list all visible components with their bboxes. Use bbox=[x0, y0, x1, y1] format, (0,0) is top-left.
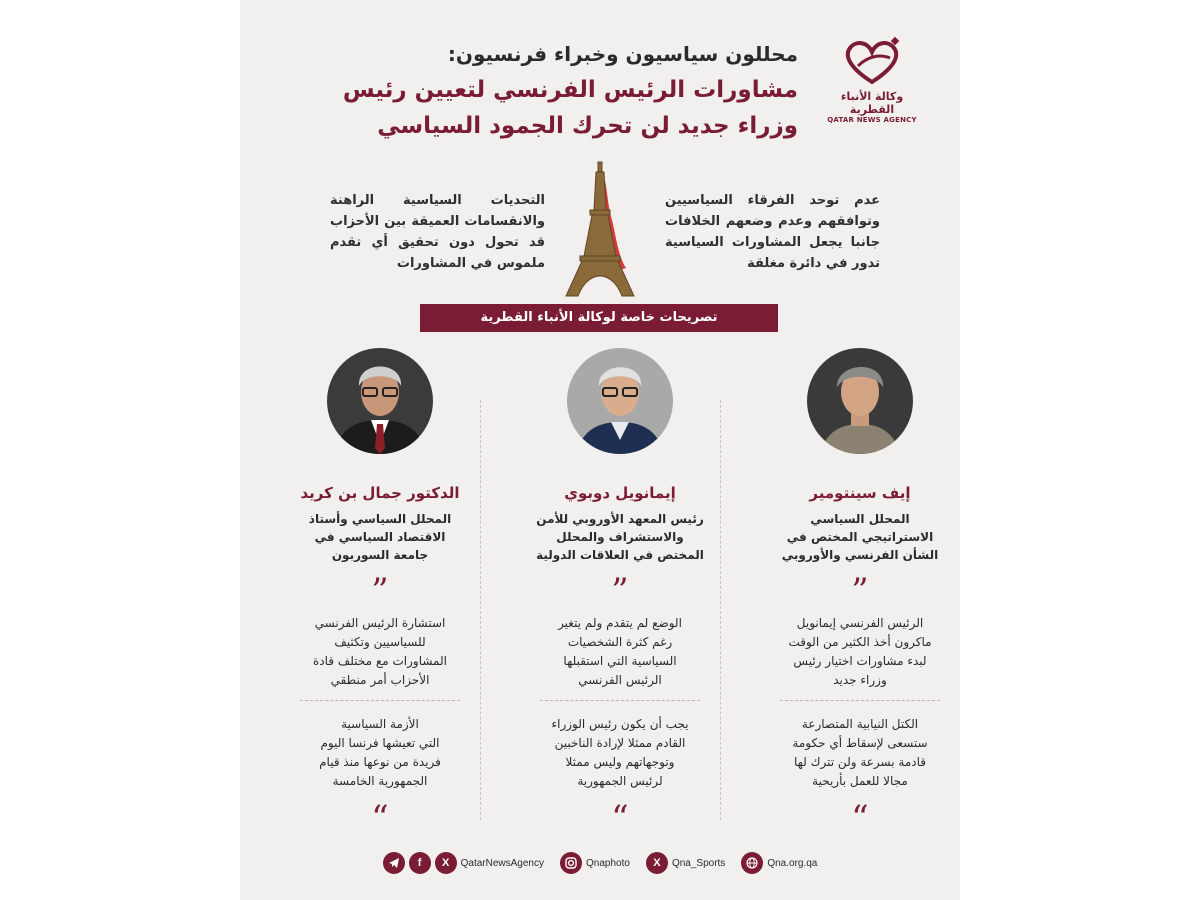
headline-block bbox=[278, 42, 798, 144]
expert-photo bbox=[327, 348, 433, 454]
expert-quote: استشارة الرئيس الفرنسي للسياسيين وتكثيف المشاورات مع مختلف قادة الأحزاب أمر منطقي bbox=[313, 616, 447, 687]
expert-name: إيمانويل دوبوي bbox=[564, 484, 676, 502]
expert-photo bbox=[807, 348, 913, 454]
expert-photo bbox=[567, 348, 673, 454]
qna-logo-mark bbox=[840, 36, 904, 88]
facebook-icon[interactable]: f bbox=[409, 852, 431, 874]
close-quote-icon: “ bbox=[371, 798, 389, 838]
open-quote-icon: ” bbox=[611, 571, 629, 611]
x-icon[interactable]: X bbox=[646, 852, 668, 874]
globe-icon[interactable] bbox=[741, 852, 763, 874]
intro-text-left: التحديات السياسية الراهنة والانقسامات العميقة بين الأحزاب قد تحول دون تحقيق أي تقدم ملموس في المشاورات bbox=[330, 193, 545, 271]
x-icon[interactable]: X bbox=[435, 852, 457, 874]
telegram-icon[interactable] bbox=[383, 852, 405, 874]
expert-quote: الكتل النيابية المتصارعة ستسعى لإسقاط أي حكومة قادمة بسرعة ولن تترك لها مجالا للعمل بأريحية bbox=[792, 717, 928, 788]
quote-separator bbox=[540, 700, 700, 701]
logo-english-name: QATAR NEWS AGENCY bbox=[827, 116, 917, 124]
expert-column bbox=[760, 348, 960, 838]
eiffel-tower-flag-illustration bbox=[560, 160, 640, 300]
headline-title-line2: وزراء جديد لن تحرك الجمود السياسي bbox=[377, 113, 798, 139]
expert-quote: الوضع لم يتقدم ولم يتغير رغم كثرة الشخصيات السياسية التي استقبلها الرئيس الفرنسي bbox=[558, 616, 682, 687]
close-quote-icon: “ bbox=[851, 798, 869, 838]
intro-text-right: عدم توحد الفرقاء السياسيين وتوافقهم وعدم وضعهم الخلافات جانبا يجعل المشاورات السياسية تدور في دائرة مغلقة bbox=[665, 193, 880, 271]
expert-name: إيف سينتومير bbox=[809, 484, 911, 502]
expert-column bbox=[280, 348, 480, 838]
exclusive-statements-banner: تصريحات خاصة لوكالة الأنباء القطرية bbox=[420, 304, 778, 332]
social-group-web bbox=[741, 852, 817, 874]
social-handle[interactable]: Qnaphoto bbox=[586, 857, 630, 869]
close-quote-icon: “ bbox=[611, 798, 629, 838]
column-divider bbox=[480, 400, 481, 820]
expert-role: رئيس المعهد الأوروبي للأمن والاستشراف والمحلل المختص في العلاقات الدولية bbox=[536, 512, 704, 562]
open-quote-icon: ” bbox=[371, 571, 389, 611]
column-divider bbox=[720, 400, 721, 820]
social-footer bbox=[240, 848, 960, 878]
open-quote-icon: ” bbox=[851, 571, 869, 611]
social-group-sports bbox=[646, 852, 725, 874]
headline-subtitle: محللون سياسيون وخبراء فرنسيون: bbox=[447, 42, 798, 66]
expert-quote: يجب أن يكون رئيس الوزراء القادم ممثلا لإرادة الناخبين وتوجهاتهم وليس ممثلا لرئيس الجمهورية bbox=[551, 717, 689, 788]
logo-arabic-name: وكالة الأنباء القطرية bbox=[840, 90, 904, 116]
expert-quote: الرئيس الفرنسي إيمانويل ماكرون أخذ الكثير من الوقت لبدء مشاورات اختيار رئيس وزراء جديد bbox=[788, 616, 932, 687]
expert-column bbox=[520, 348, 720, 838]
social-handle[interactable]: Qna_Sports bbox=[671, 857, 726, 869]
expert-role: المحلل السياسي وأستاذ الاقتصاد السياسي في جامعة السوربون bbox=[308, 512, 452, 562]
qna-logo bbox=[822, 36, 922, 124]
quote-separator bbox=[300, 700, 460, 701]
expert-role: المحلل السياسي الاستراتيجي المختص في الشأن الفرنسي والأوروبي bbox=[781, 512, 939, 562]
social-group-qna bbox=[383, 852, 544, 874]
expert-name: الدكتور جمال بن كريد bbox=[300, 484, 460, 502]
social-handle[interactable]: QatarNewsAgency bbox=[460, 857, 544, 869]
social-group-photo bbox=[560, 852, 630, 874]
infographic-poster bbox=[240, 0, 960, 900]
expert-quote: الأزمة السياسية التي تعيشها فرنسا اليوم فريدة من نوعها منذ قيام الجمهورية الخامسة bbox=[319, 717, 441, 788]
instagram-icon[interactable] bbox=[560, 852, 582, 874]
social-handle[interactable]: Qna.org.qa bbox=[767, 857, 818, 869]
quote-separator bbox=[780, 700, 940, 701]
headline-title-line1: مشاورات الرئيس الفرنسي لتعيين رئيس bbox=[342, 77, 798, 103]
